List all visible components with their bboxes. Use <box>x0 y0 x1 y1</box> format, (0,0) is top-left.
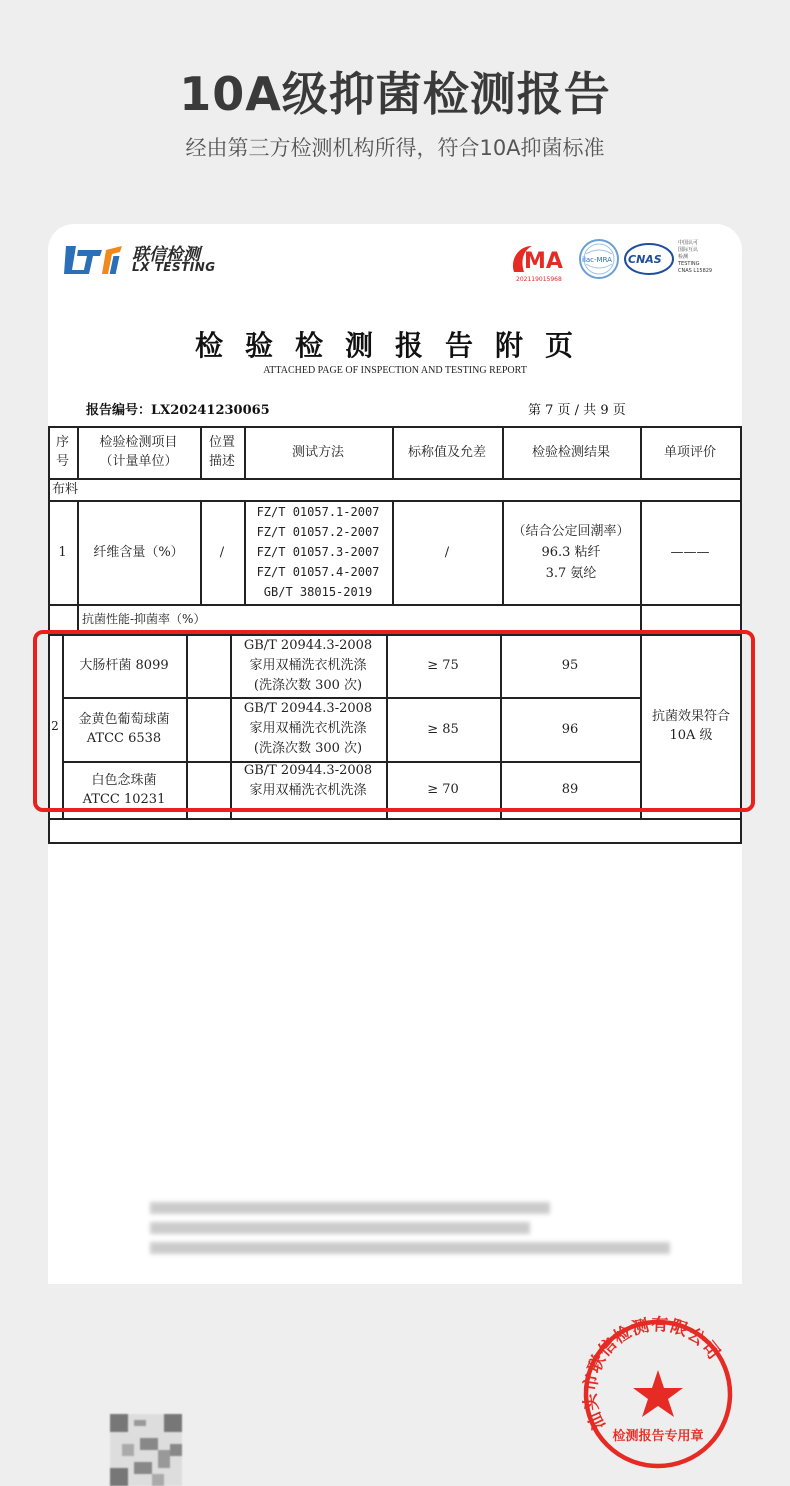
bacteria-item: 大肠杆菌 8099 <box>79 658 169 673</box>
stamp-star-icon <box>633 1370 683 1417</box>
header-evaluation: 单项评价 <box>663 444 716 460</box>
row2-seq: 2 <box>51 718 59 733</box>
header-method: 测试方法 <box>291 444 344 460</box>
bacteria-result: 96 <box>561 721 579 737</box>
row1-position: / <box>219 544 225 560</box>
report-number: 报告编号：LX20241230065 <box>86 403 270 418</box>
report-paper <box>48 224 742 1444</box>
header-position: 位置 描述 <box>208 435 235 469</box>
page-subtitle: 经由第三方检测机构所得，符合10A抑菌标准 <box>185 136 605 160</box>
table-line <box>740 426 742 842</box>
bacteria-result: 89 <box>561 782 579 797</box>
row2-evaluation: 抗菌效果符合 10A 级 <box>651 709 730 743</box>
blurred-footer-line <box>150 1202 550 1214</box>
bacteria-item: 白色念珠菌 ATCC 10231 <box>82 772 166 807</box>
bacteria-method: GB/T 20944.3-2008 家用双桶洗衣机洗涤 <box>243 763 373 798</box>
document-title: 检验检测报告附页 <box>194 329 595 362</box>
row1-standard: / <box>444 544 450 560</box>
section-fabric: 布料 <box>52 481 79 497</box>
stamp-ring-text: 汕头市联信检测有限公司 <box>580 1314 725 1433</box>
cnas-cert-icon <box>624 242 674 276</box>
table-line <box>186 634 188 818</box>
cma-number: 202119015968 <box>516 276 562 283</box>
qr-code-icon <box>110 1414 182 1486</box>
page-title: 10A级抑菌检测报告 <box>179 67 611 121</box>
row1-method: FZ/T 01057.1-2007 FZ/T 01057.2-2007 FZ/T 01057.3-2007 FZ/T 01057.4-2007 GB/T 38015-2019 <box>256 505 380 599</box>
stamp-bottom-text: 检测报告专用章 <box>612 1429 704 1444</box>
cma-cert-icon <box>508 240 572 284</box>
row1-result: （结合公定回潮率） 96.3 粘纤 3.7 氨纶 <box>512 523 630 581</box>
header-seq: 序 号 <box>55 435 69 469</box>
header-item: 检验检测项目 （计量单位） <box>99 435 178 469</box>
blurred-footer-line <box>150 1222 530 1234</box>
ilac-text: ilac-MRA <box>582 256 612 264</box>
row1-evaluation: ——— <box>670 544 710 560</box>
cnas-small-text: 中国认可 国际互认 检测 TESTING CNAS L15829 <box>678 240 713 274</box>
section-antibacterial: 抗菌性能-抑菌率（%） <box>82 611 206 626</box>
blurred-footer-line <box>150 1242 670 1254</box>
lab-name-en: LX TESTING <box>132 260 216 274</box>
bacteria-standard: ≥ 70 <box>427 782 459 797</box>
svg-text:汕头市联信检测有限公司 <box>580 1314 725 1433</box>
ilac-mra-icon <box>578 238 620 280</box>
cnas-text: CNAS <box>628 253 662 266</box>
bacteria-result: 95 <box>561 658 579 673</box>
bacteria-standard: ≥ 75 <box>427 658 459 673</box>
row1-seq: 1 <box>58 544 67 560</box>
table-line <box>48 478 742 480</box>
cma-text: MA <box>524 249 563 274</box>
lx-testing-logo-icon <box>62 244 128 276</box>
bacteria-standard: ≥ 85 <box>427 721 459 737</box>
header-result: 检验检测结果 <box>531 444 610 460</box>
bacteria-item: 金黄色葡萄球菌 ATCC 6538 <box>78 712 170 746</box>
row1-item: 纤维含量（%） <box>93 544 184 560</box>
table-line <box>48 818 742 820</box>
bacteria-method: GB/T 20944.3-2008 家用双桶洗衣机洗涤 (洗涤次数 300 次) <box>243 637 373 693</box>
official-stamp-icon <box>578 1314 738 1474</box>
lab-name-cn: 联信检测 <box>132 245 200 265</box>
document-subtitle-en: ATTACHED PAGE OF INSPECTION AND TESTING REPORT <box>263 365 527 376</box>
table-line <box>48 842 742 844</box>
bacteria-method: GB/T 20944.3-2008 家用双桶洗衣机洗涤 (洗涤次数 300 次) <box>243 701 373 756</box>
page-info: 第 7 页 / 共 9 页 <box>528 403 626 418</box>
header-standard: 标称值及允差 <box>407 444 486 460</box>
